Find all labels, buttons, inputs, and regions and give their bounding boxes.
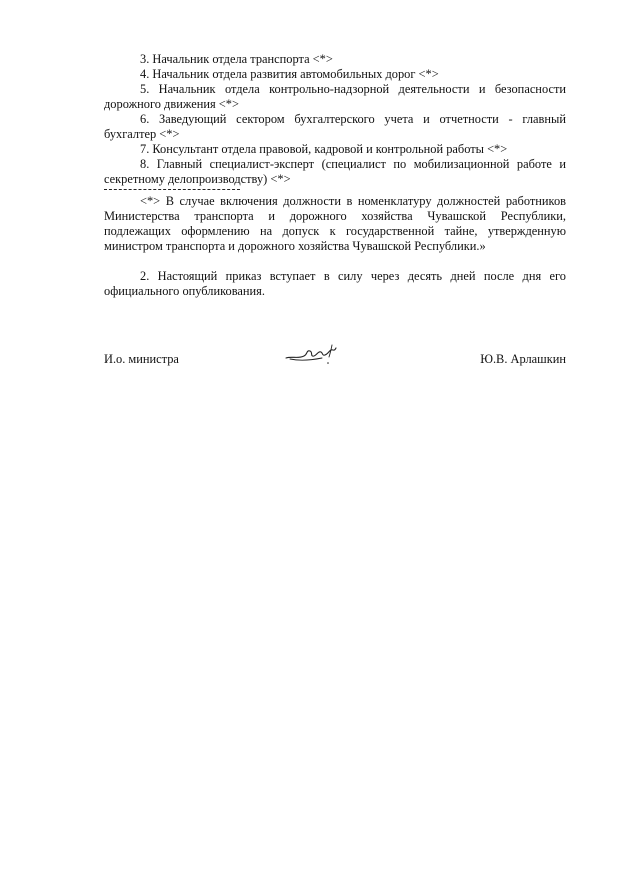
- list-item: 7. Консультант отдела правовой, кадровой и контрольной работы <*>: [140, 142, 508, 156]
- list-item: 4. Начальник отдела развития автомобильных дорог <*>: [140, 67, 439, 81]
- list-item: 6. Заведующий сектором бухгалтерского учета и отчетности - главный бухгалтер <*>: [104, 112, 566, 141]
- document-body: [104, 52, 566, 299]
- signatory-title: И.о. министра: [104, 352, 179, 366]
- signatory-name: Ю.В. Арлашкин: [480, 352, 566, 366]
- clause-2: 2. Настоящий приказ вступает в силу через десять дней после дня его официального опубликования.: [104, 269, 566, 298]
- footnote-separator: [104, 189, 240, 190]
- footnote: <*> В случае включения должности в номенклатуру должностей работников Министерства транспорта и дорожного хозяйства Чувашской Республики, подлежащих оформлению на допуск к государственной тайне, утвержденную министром транспорта и дорожного хозяйства Чувашской Республики.»: [104, 194, 566, 253]
- signature-block: [104, 352, 566, 382]
- handwritten-signature-icon: [282, 342, 340, 370]
- list-item: 5. Начальник отдела контрольно-надзорной деятельности и безопасности дорожного движения <*>: [104, 82, 566, 111]
- list-item: 8. Главный специалист-эксперт (специалист по мобилизационной работе и секретному делопроизводству) <*>: [104, 157, 566, 186]
- paragraph-gap: [104, 254, 566, 269]
- list-item: 3. Начальник отдела транспорта <*>: [140, 52, 333, 66]
